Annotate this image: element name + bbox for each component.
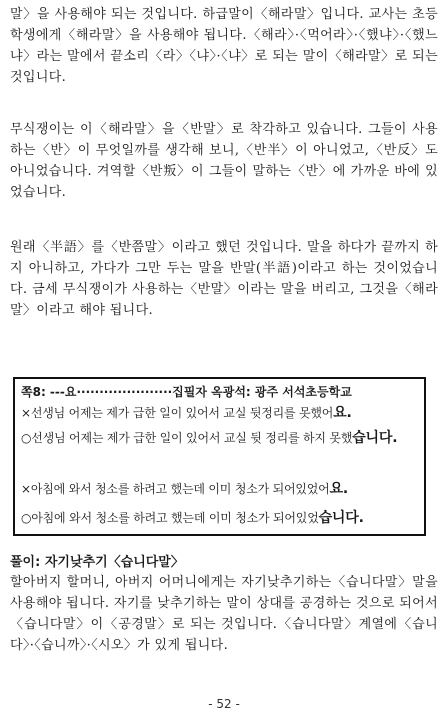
example-box-title: 쪽8: ---요·····················집필자 옥광석: 광주 서석초등학교 xyxy=(21,385,352,399)
wrong-example-2-text: ×아침에 와서 청소를 하려고 했는데 이미 청소가 되어있었어 xyxy=(21,482,330,496)
solution-text: 할아버지 할머니, 아버지 어머니에게는 자기낮추기하는〈습니다말〉말을 사용해야 됩니다. 자기를 낮추기하는 말이 상대를 공경하는 것으로 되어서〈습니다말〉이〈공경말〉로 되는 것입니다.〈습니다말〉계열에〈습니다〉·〈습니까〉·〈시오〉가 있게 됩니다. xyxy=(10,575,438,653)
correct-example-1-ending: 습니다. xyxy=(352,430,398,446)
paragraph-3: 원래〈半語〉를〈반쯤말〉이라고 했던 것입니다. 말을 하다가 끝까지 하지 아니하고, 가다가 그만 두는 말을 반말(半語)이라고 하는 것이었습니다. 금세 무식쟁이가 사용하는〈반말〉이라는 말을 버리고, 그것을〈해라말〉이라고 해야 됩니다. xyxy=(10,240,438,318)
paragraph-2: 무식쟁이는 이〈해라말〉을〈반말〉로 착각하고 있습니다. 그들이 사용하는〈반〉이 무엇일까를 생각해 보니,〈반半〉이 아니었고,〈반反〉도 아니었습니다. 겨역할〈반叛〉이 그들이 말하는〈반〉에 가까운 바에 있었습니다. xyxy=(10,122,438,200)
correct-example-1-text: ○선생님 어제는 제가 급한 일이 있어서 교실 뒷 정리를 하지 못했 xyxy=(21,431,353,445)
paragraph-1: 말〉을 사용해야 되는 것입니다. 하급말이〈해라말〉입니다. 교사는 초등학생에게〈해라말〉을 사용해야 됩니다.〈해라〉·〈먹어라〉·〈했냐〉·〈했느냐〉라는 말에서 끝소리〈라〉〈냐〉·〈냐〉로 되는 말이〈해라말〉로 되는 것입니다. xyxy=(10,7,438,85)
solution-title: 풀이: 자기낮추기〈습니다말〉 xyxy=(10,555,184,570)
page-number: - 52 - xyxy=(208,697,240,711)
wrong-example-2 xyxy=(21,479,418,499)
example-box xyxy=(13,377,426,536)
correct-example-2-text: ○아침에 와서 청소를 하려고 했는데 이미 청소가 되어있었 xyxy=(21,511,319,525)
wrong-example-1-text: ×선생님 어제는 제가 급한 일이 있어서 교실 뒷정리를 못했어 xyxy=(21,406,334,420)
correct-example-2 xyxy=(21,508,418,528)
wrong-example-2-ending: 요. xyxy=(329,481,349,497)
wrong-example-1-ending: 요. xyxy=(333,405,352,421)
wrong-example-1 xyxy=(21,403,418,423)
correct-example-1 xyxy=(21,428,418,448)
correct-example-2-ending: 습니다. xyxy=(318,510,364,526)
